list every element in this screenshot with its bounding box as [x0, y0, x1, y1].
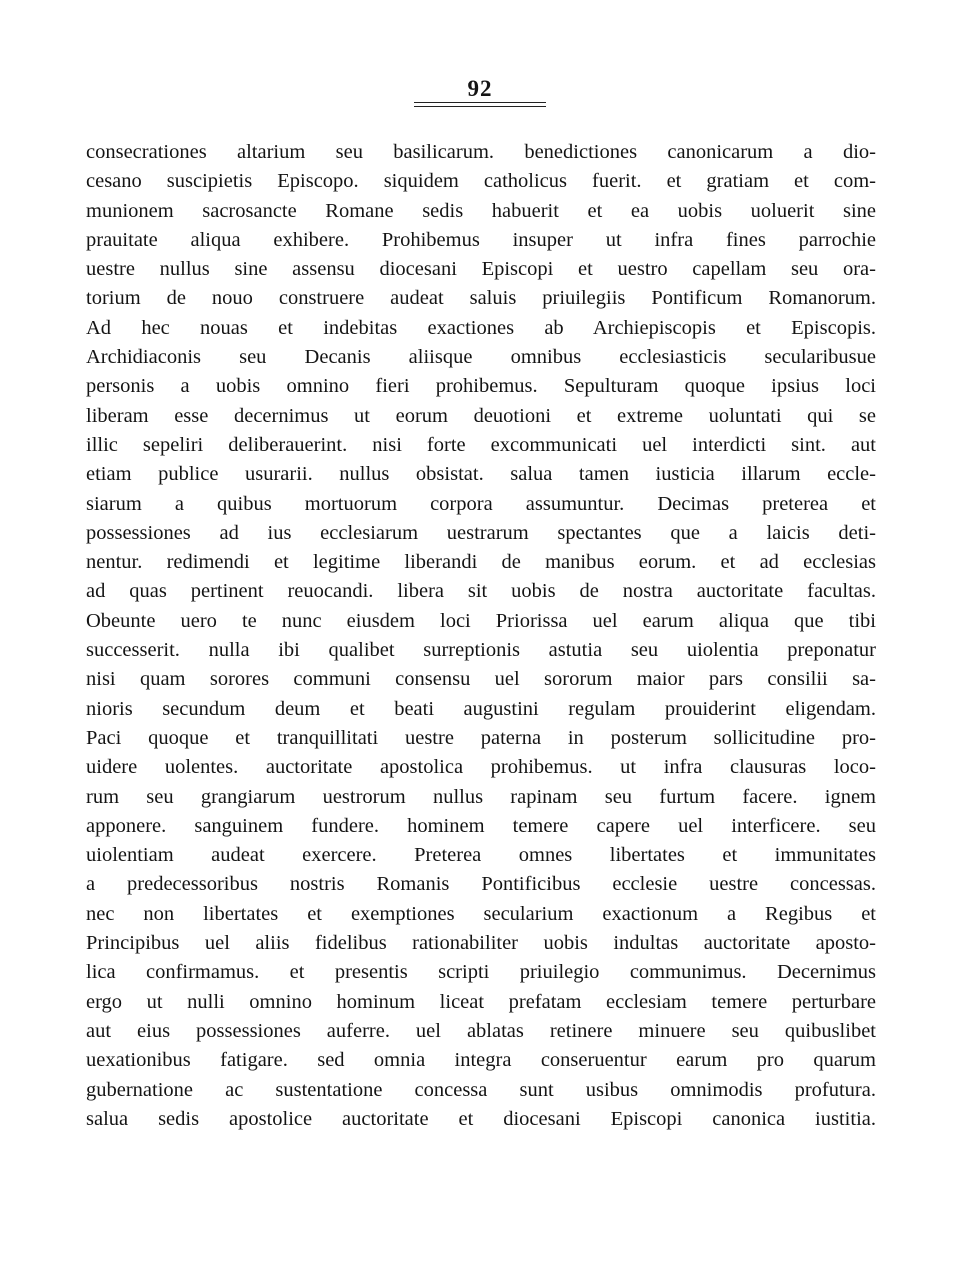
text-line: Archidiaconis seu Decanis aliisque omnibus ecclesiasticis secularibusue: [86, 346, 876, 369]
text-line: prauitate aliqua exhibere. Prohibemus insuper ut infra fines parrochie: [86, 228, 876, 251]
text-line: salua sedis apostolice auctoritate et diocesani Episcopi canonica iustitia.: [86, 1107, 876, 1130]
text-line: munionem sacrosancte Romane sedis habuerit et ea uobis uoluerit sine: [86, 199, 876, 222]
text-line: rum seu grangiarum uestrorum nullus rapinam seu furtum facere. ignem: [86, 785, 876, 808]
text-line: torium de nouo construere audeat saluis priuilegiis Pontificum Romanorum.: [86, 287, 876, 310]
text-line: liberam esse decernimus ut eorum deuotioni et extreme uoluntati qui se: [86, 404, 876, 427]
text-line: uiolentiam audeat exercere. Preterea omnes libertates et immunitates: [86, 844, 876, 867]
text-line: personis a uobis omnino fieri prohibemus. Sepulturam quoque ipsius loci: [86, 375, 876, 398]
text-line: Ad hec nouas et indebitas exactiones ab Archiepiscopis et Episcopis.: [86, 316, 876, 339]
text-line: nentur. redimendi et legitime liberandi de manibus eorum. et ad ecclesias: [86, 551, 876, 574]
text-line: cesano suscipietis Episcopo. siquidem catholicus fuerit. et gratiam et com-: [86, 170, 876, 193]
text-line: etiam publice usurarii. nullus obsistat. salua tamen iusticia illarum eccle-: [86, 463, 876, 486]
text-line: uidere uolentes. auctoritate apostolica prohibemus. ut infra clausuras loco-: [86, 756, 876, 779]
text-line: successerit. nulla ibi qualibet surreptionis astutia seu uiolentia preponatur: [86, 639, 876, 662]
text-line: Paci quoque et tranquillitati uestre paterna in posterum sollicitudine pro-: [86, 726, 876, 749]
text-line: illic sepeliri deliberauerint. nisi forte excommunicati uel interdicti sint. aut: [86, 433, 876, 456]
text-line: consecrationes altarium seu basilicarum. benedictiones canonicarum a dio-: [86, 141, 876, 163]
text-line: a predecessoribus nostris Romanis Pontificibus ecclesie uestre concessas.: [86, 873, 876, 896]
text-line: apponere. sanguinem fundere. hominem temere capere uel interficere. seu: [86, 814, 876, 837]
text-line: nioris secundum deum et beati augustini regulam prouiderint eligendam.: [86, 697, 876, 720]
text-line: Obeunte uero te nunc eiusdem loci Priorissa uel earum aliqua que tibi: [86, 609, 876, 632]
page-number: 92: [467, 76, 493, 101]
text-line: gubernatione ac sustentatione concessa sunt usibus omnimodis profutura.: [86, 1078, 876, 1101]
body-text: [86, 138, 876, 1134]
text-line: uexationibus fatigare. sed omnia integra conseruentur earum pro quarum: [86, 1049, 876, 1072]
page-number-rule-top: [414, 102, 546, 103]
page-number-rule-bottom: [414, 106, 546, 107]
text-line: ergo ut nulli omnino hominum liceat prefatam ecclesiam temere perturbare: [86, 990, 876, 1013]
text-line: nec non libertates et exemptiones secularium exactionum a Regibus et: [86, 902, 876, 925]
text-line: lica confirmamus. et presentis scripti priuilegio communimus. Decernimus: [86, 961, 876, 984]
text-line: aut eius possessiones auferre. uel ablatas retinere minuere seu quibuslibet: [86, 1019, 876, 1042]
text-line: siarum a quibus mortuorum corpora assumuntur. Decimas preterea et: [86, 492, 876, 515]
text-line: ad quas pertinent reuocandi. libera sit uobis de nostra auctoritate facultas.: [86, 580, 876, 603]
text-line: Principibus uel aliis fidelibus rationabiliter uobis indultas auctoritate aposto-: [86, 932, 876, 955]
text-line: uestre nullus sine assensu diocesani Episcopi et uestro capellam seu ora-: [86, 258, 876, 281]
text-line: nisi quam sorores communi consensu uel sororum maior pars consilii sa-: [86, 668, 876, 691]
text-line: possessiones ad ius ecclesiarum uestrarum spectantes que a laicis deti-: [86, 521, 876, 544]
